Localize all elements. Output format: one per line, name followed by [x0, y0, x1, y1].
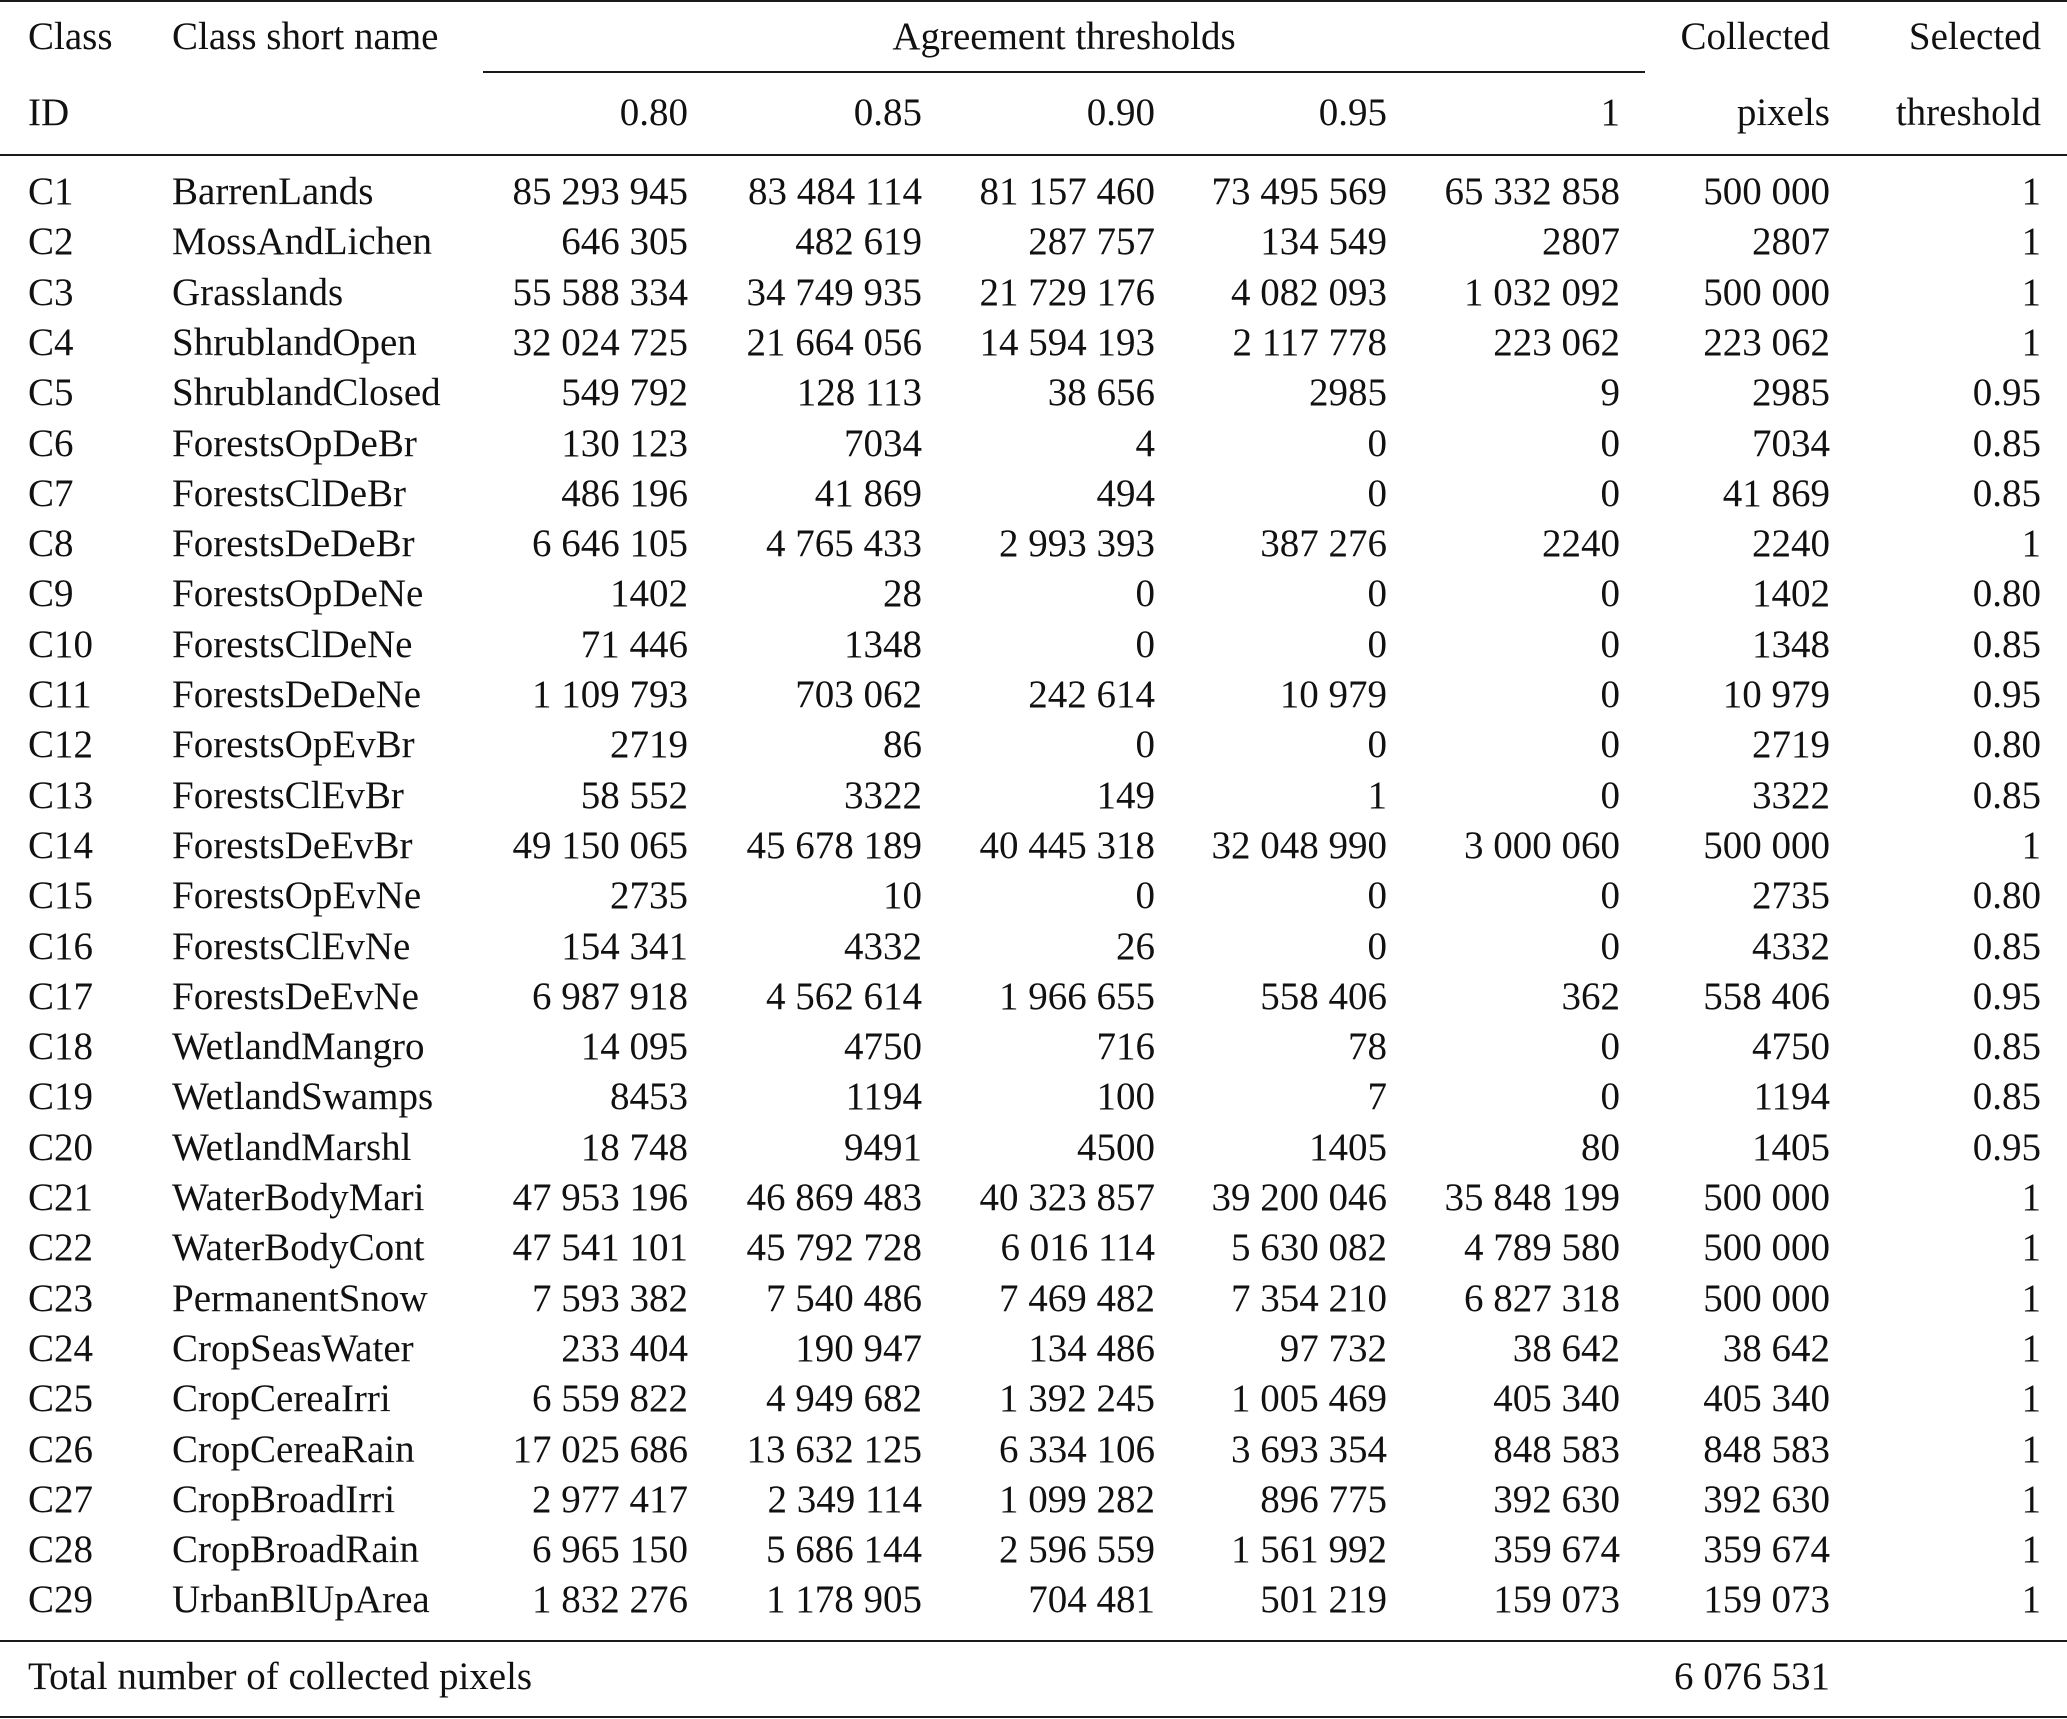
- cell-class-short-name: ForestsClEvNe: [172, 925, 411, 968]
- cell-class-id: C10: [28, 623, 94, 666]
- cell-class-id: C11: [28, 673, 92, 716]
- cell-threshold-085: 86: [883, 723, 922, 766]
- cell-threshold-080: 71 446: [580, 623, 688, 666]
- cell-threshold-085: 1194: [845, 1075, 922, 1118]
- cell-threshold-095: 78: [1348, 1025, 1387, 1068]
- cell-class-short-name: ForestsDeEvBr: [172, 824, 413, 867]
- cell-threshold-085: 703 062: [795, 673, 922, 716]
- cell-collected-pixels: 500 000: [1703, 170, 1830, 213]
- cell-threshold-085: 7034: [844, 422, 922, 465]
- cell-collected-pixels: 4750: [1752, 1025, 1830, 1068]
- cell-class-id: C28: [28, 1528, 94, 1571]
- header-pixels: pixels: [1736, 91, 1830, 134]
- cell-threshold-1: 0: [1600, 422, 1620, 465]
- cell-threshold-1: 0: [1600, 723, 1620, 766]
- cell-selected-threshold: 1: [2021, 1327, 2041, 1370]
- cell-threshold-090: 242 614: [1028, 673, 1155, 716]
- cell-threshold-095: 0: [1367, 422, 1387, 465]
- cell-class-id: C19: [28, 1075, 94, 1118]
- cell-threshold-1: 159 073: [1493, 1578, 1620, 1621]
- cell-threshold-1: 1 032 092: [1464, 271, 1620, 314]
- cell-collected-pixels: 405 340: [1703, 1377, 1830, 1420]
- cell-threshold-095: 134 549: [1260, 220, 1387, 263]
- cell-threshold-1: 0: [1600, 1075, 1620, 1118]
- cell-collected-pixels: 38 642: [1722, 1327, 1830, 1370]
- cell-class-id: C3: [28, 271, 74, 314]
- cell-threshold-095: 2985: [1309, 371, 1387, 414]
- cell-collected-pixels: 159 073: [1703, 1578, 1830, 1621]
- cell-class-short-name: MossAndLichen: [172, 220, 432, 263]
- cell-threshold-080: 233 404: [561, 1327, 688, 1370]
- cell-threshold-090: 0: [1135, 623, 1155, 666]
- cell-threshold-085: 4 562 614: [766, 975, 922, 1018]
- header-id: ID: [28, 91, 70, 134]
- cell-collected-pixels: 2735: [1752, 874, 1830, 917]
- cell-threshold-090: 0: [1135, 874, 1155, 917]
- cell-collected-pixels: 500 000: [1703, 1176, 1830, 1219]
- total-top-rule: [0, 1640, 2067, 1642]
- cell-collected-pixels: 41 869: [1722, 472, 1830, 515]
- cell-class-id: C2: [28, 220, 74, 263]
- cell-threshold-085: 10: [883, 874, 922, 917]
- cell-threshold-085: 1 178 905: [766, 1578, 922, 1621]
- header-threshold-1: 1: [1600, 91, 1620, 134]
- cell-threshold-080: 6 987 918: [532, 975, 688, 1018]
- cell-collected-pixels: 2807: [1752, 220, 1830, 263]
- cell-threshold-090: 6 016 114: [1000, 1226, 1155, 1269]
- cell-class-short-name: ForestsDeDeNe: [172, 673, 422, 716]
- cell-threshold-090: 149: [1096, 774, 1155, 817]
- cell-threshold-085: 190 947: [795, 1327, 922, 1370]
- cell-class-id: C12: [28, 723, 94, 766]
- cell-threshold-080: 2735: [610, 874, 688, 917]
- cell-threshold-080: 85 293 945: [512, 170, 688, 213]
- cell-collected-pixels: 1348: [1752, 623, 1830, 666]
- cell-class-id: C27: [28, 1478, 94, 1521]
- total-label: Total number of collected pixels: [28, 1655, 533, 1698]
- cell-selected-threshold: 0.85: [1972, 925, 2041, 968]
- cell-threshold-080: 6 965 150: [532, 1528, 688, 1571]
- cell-threshold-095: 0: [1367, 874, 1387, 917]
- cell-class-short-name: UrbanBlUpArea: [172, 1578, 430, 1621]
- cell-threshold-085: 1348: [844, 623, 922, 666]
- cell-threshold-1: 362: [1561, 975, 1620, 1018]
- cell-class-id: C21: [28, 1176, 94, 1219]
- cell-threshold-080: 14 095: [580, 1025, 688, 1068]
- total-value: 6 076 531: [1674, 1655, 1830, 1698]
- cell-threshold-1: 4 789 580: [1464, 1226, 1620, 1269]
- cell-threshold-080: 6 646 105: [532, 522, 688, 565]
- cell-threshold-095: 10 979: [1279, 673, 1387, 716]
- cell-selected-threshold: 1: [2021, 1377, 2041, 1420]
- cell-threshold-090: 81 157 460: [979, 170, 1155, 213]
- cell-class-id: C13: [28, 774, 94, 817]
- cell-threshold-090: 26: [1116, 925, 1155, 968]
- cell-threshold-090: 2 993 393: [999, 522, 1155, 565]
- cell-threshold-085: 4 765 433: [766, 522, 922, 565]
- cell-collected-pixels: 2240: [1752, 522, 1830, 565]
- cell-class-short-name: ForestsOpDeBr: [172, 422, 417, 465]
- cell-class-short-name: WetlandMangro: [172, 1025, 425, 1068]
- cell-threshold-1: 0: [1600, 1025, 1620, 1068]
- cell-threshold-085: 45 678 189: [746, 824, 922, 867]
- header-class: Class: [28, 15, 113, 58]
- cell-threshold-090: 4: [1135, 422, 1155, 465]
- cell-threshold-080: 18 748: [580, 1126, 688, 1169]
- cell-selected-threshold: 0.85: [1972, 472, 2041, 515]
- cell-threshold-095: 501 219: [1260, 1578, 1387, 1621]
- cell-threshold-095: 1 005 469: [1231, 1377, 1387, 1420]
- cell-class-short-name: ForestsClEvBr: [172, 774, 404, 817]
- cell-class-id: C24: [28, 1327, 94, 1370]
- cell-threshold-080: 486 196: [561, 472, 688, 515]
- cell-threshold-095: 896 775: [1260, 1478, 1387, 1521]
- cell-selected-threshold: 1: [2021, 170, 2041, 213]
- cell-threshold-080: 646 305: [561, 220, 688, 263]
- cell-threshold-1: 0: [1600, 572, 1620, 615]
- cell-threshold-090: 0: [1135, 723, 1155, 766]
- cell-selected-threshold: 0.85: [1972, 422, 2041, 465]
- cell-threshold-1: 0: [1600, 774, 1620, 817]
- cell-selected-threshold: 1: [2021, 1277, 2041, 1320]
- cell-class-short-name: CropCereaRain: [172, 1428, 415, 1471]
- top-rule: [0, 0, 2067, 2]
- cell-threshold-085: 482 619: [795, 220, 922, 263]
- cell-collected-pixels: 500 000: [1703, 1226, 1830, 1269]
- header-agreement-thresholds: Agreement thresholds: [892, 15, 1236, 58]
- cell-class-id: C22: [28, 1226, 94, 1269]
- cell-threshold-095: 2 117 778: [1232, 321, 1387, 364]
- cell-threshold-1: 9: [1600, 371, 1620, 414]
- cell-collected-pixels: 1194: [1753, 1075, 1830, 1118]
- cell-collected-pixels: 500 000: [1703, 271, 1830, 314]
- cell-threshold-090: 40 323 857: [979, 1176, 1155, 1219]
- cell-threshold-1: 0: [1600, 673, 1620, 716]
- cell-selected-threshold: 1: [2021, 824, 2041, 867]
- cell-selected-threshold: 0.95: [1972, 1126, 2041, 1169]
- cell-threshold-090: 1 966 655: [999, 975, 1155, 1018]
- cell-class-id: C5: [28, 371, 74, 414]
- cell-threshold-080: 1 832 276: [532, 1578, 688, 1621]
- cell-class-id: C17: [28, 975, 94, 1018]
- cell-threshold-080: 58 552: [580, 774, 688, 817]
- cell-threshold-085: 13 632 125: [746, 1428, 922, 1471]
- cell-threshold-1: 0: [1600, 925, 1620, 968]
- cell-collected-pixels: 7034: [1752, 422, 1830, 465]
- header-threshold-090: 0.90: [1086, 91, 1155, 134]
- cell-class-short-name: ForestsOpEvBr: [172, 723, 415, 766]
- cell-class-short-name: CropSeasWater: [172, 1327, 414, 1370]
- cell-threshold-080: 6 559 822: [532, 1377, 688, 1420]
- cell-class-id: C25: [28, 1377, 94, 1420]
- cell-threshold-1: 848 583: [1493, 1428, 1620, 1471]
- cell-class-id: C16: [28, 925, 94, 968]
- header-threshold-080: 0.80: [619, 91, 688, 134]
- cell-threshold-095: 4 082 093: [1231, 271, 1387, 314]
- cell-selected-threshold: 1: [2021, 522, 2041, 565]
- cell-collected-pixels: 500 000: [1703, 824, 1830, 867]
- cell-threshold-085: 45 792 728: [746, 1226, 922, 1269]
- cell-threshold-1: 35 848 199: [1444, 1176, 1620, 1219]
- cell-threshold-090: 287 757: [1028, 220, 1155, 263]
- cell-threshold-1: 405 340: [1493, 1377, 1620, 1420]
- cell-threshold-1: 65 332 858: [1444, 170, 1620, 213]
- cell-threshold-080: 49 150 065: [512, 824, 688, 867]
- cell-threshold-080: 1 109 793: [532, 673, 688, 716]
- cell-threshold-090: 40 445 318: [979, 824, 1155, 867]
- cell-class-id: C18: [28, 1025, 94, 1068]
- cell-threshold-095: 39 200 046: [1211, 1176, 1387, 1219]
- header-threshold: threshold: [1895, 91, 2041, 134]
- cell-collected-pixels: 2719: [1752, 723, 1830, 766]
- cell-class-id: C8: [28, 522, 74, 565]
- cell-threshold-085: 4750: [844, 1025, 922, 1068]
- cell-threshold-095: 3 693 354: [1231, 1428, 1387, 1471]
- cell-threshold-095: 0: [1367, 572, 1387, 615]
- cell-selected-threshold: 0.85: [1972, 1025, 2041, 1068]
- cell-threshold-095: 73 495 569: [1211, 170, 1387, 213]
- cell-class-id: C6: [28, 422, 74, 465]
- header-threshold-085: 0.85: [853, 91, 922, 134]
- cell-class-id: C20: [28, 1126, 94, 1169]
- cell-class-short-name: WetlandMarshl: [172, 1126, 412, 1169]
- header-selected: Selected: [1908, 15, 2041, 58]
- cell-selected-threshold: 1: [2021, 220, 2041, 263]
- cell-class-id: C4: [28, 321, 74, 364]
- agreement-thresholds-rule: [483, 71, 1645, 73]
- cell-threshold-1: 0: [1600, 623, 1620, 666]
- cell-threshold-085: 4332: [844, 925, 922, 968]
- cell-threshold-090: 1 099 282: [999, 1478, 1155, 1521]
- cell-class-short-name: ShrublandOpen: [172, 321, 417, 364]
- cell-selected-threshold: 1: [2021, 1478, 2041, 1521]
- cell-class-short-name: ForestsOpEvNe: [172, 874, 422, 917]
- cell-selected-threshold: 1: [2021, 1226, 2041, 1269]
- header-rule: [0, 154, 2067, 156]
- cell-class-short-name: WaterBodyMari: [172, 1176, 425, 1219]
- cell-threshold-085: 83 484 114: [747, 170, 922, 213]
- cell-class-id: C7: [28, 472, 74, 515]
- cell-threshold-095: 0: [1367, 723, 1387, 766]
- cell-threshold-090: 14 594 193: [979, 321, 1155, 364]
- cell-selected-threshold: 1: [2021, 1578, 2041, 1621]
- cell-threshold-1: 6 827 318: [1464, 1277, 1620, 1320]
- header-threshold-095: 0.95: [1318, 91, 1387, 134]
- cell-threshold-095: 7 354 210: [1231, 1277, 1387, 1320]
- cell-threshold-1: 392 630: [1493, 1478, 1620, 1521]
- cell-threshold-090: 494: [1096, 472, 1155, 515]
- cell-threshold-1: 80: [1581, 1126, 1620, 1169]
- header-collected: Collected: [1680, 15, 1830, 58]
- cell-class-short-name: CropBroadIrri: [172, 1478, 396, 1521]
- cell-selected-threshold: 1: [2021, 1428, 2041, 1471]
- cell-selected-threshold: 0.85: [1972, 1075, 2041, 1118]
- cell-selected-threshold: 0.95: [1972, 975, 2041, 1018]
- cell-threshold-090: 1 392 245: [999, 1377, 1155, 1420]
- cell-collected-pixels: 2985: [1752, 371, 1830, 414]
- cell-threshold-095: 1405: [1309, 1126, 1387, 1169]
- cell-class-id: C14: [28, 824, 94, 867]
- cell-selected-threshold: 1: [2021, 321, 2041, 364]
- cell-threshold-090: 21 729 176: [979, 271, 1155, 314]
- cell-class-short-name: Grasslands: [172, 271, 344, 314]
- cell-collected-pixels: 359 674: [1703, 1528, 1830, 1571]
- cell-threshold-095: 5 630 082: [1231, 1226, 1387, 1269]
- cell-threshold-085: 9491: [844, 1126, 922, 1169]
- cell-class-short-name: WetlandSwamps: [172, 1075, 434, 1118]
- cell-threshold-085: 7 540 486: [766, 1277, 922, 1320]
- cell-threshold-090: 134 486: [1028, 1327, 1155, 1370]
- cell-threshold-090: 100: [1096, 1075, 1155, 1118]
- cell-threshold-080: 2719: [610, 723, 688, 766]
- bottom-rule: [0, 1716, 2067, 1718]
- cell-collected-pixels: 392 630: [1703, 1478, 1830, 1521]
- cell-collected-pixels: 223 062: [1703, 321, 1830, 364]
- cell-threshold-080: 130 123: [561, 422, 688, 465]
- cell-threshold-080: 549 792: [561, 371, 688, 414]
- cell-class-short-name: ForestsOpDeNe: [172, 572, 424, 615]
- cell-threshold-090: 4500: [1077, 1126, 1155, 1169]
- cell-threshold-080: 17 025 686: [512, 1428, 688, 1471]
- cell-selected-threshold: 1: [2021, 1176, 2041, 1219]
- cell-threshold-090: 2 596 559: [999, 1528, 1155, 1571]
- cell-threshold-085: 5 686 144: [766, 1528, 922, 1571]
- cell-class-id: C29: [28, 1578, 94, 1621]
- cell-collected-pixels: 558 406: [1703, 975, 1830, 1018]
- cell-class-short-name: PermanentSnow: [172, 1277, 428, 1320]
- cell-threshold-090: 6 334 106: [999, 1428, 1155, 1471]
- cell-class-short-name: ForestsClDeBr: [172, 472, 406, 515]
- cell-selected-threshold: 0.80: [1972, 723, 2041, 766]
- cell-collected-pixels: 4332: [1752, 925, 1830, 968]
- cell-threshold-080: 7 593 382: [532, 1277, 688, 1320]
- cell-selected-threshold: 0.85: [1972, 774, 2041, 817]
- cell-class-short-name: ShrublandClosed: [172, 371, 441, 414]
- cell-selected-threshold: 0.80: [1972, 874, 2041, 917]
- cell-threshold-095: 7: [1367, 1075, 1387, 1118]
- cell-threshold-080: 2 977 417: [532, 1478, 688, 1521]
- cell-class-short-name: ForestsClDeNe: [172, 623, 413, 666]
- cell-class-short-name: BarrenLands: [172, 170, 374, 213]
- cell-selected-threshold: 0.95: [1972, 673, 2041, 716]
- cell-threshold-090: 38 656: [1047, 371, 1155, 414]
- cell-threshold-080: 47 953 196: [512, 1176, 688, 1219]
- cell-threshold-095: 0: [1367, 623, 1387, 666]
- cell-threshold-085: 21 664 056: [746, 321, 922, 364]
- cell-threshold-095: 387 276: [1260, 522, 1387, 565]
- cell-threshold-095: 1: [1367, 774, 1387, 817]
- cell-threshold-085: 128 113: [796, 371, 922, 414]
- cell-selected-threshold: 0.85: [1972, 623, 2041, 666]
- cell-threshold-085: 2 349 114: [767, 1478, 922, 1521]
- cell-class-short-name: CropCereaIrri: [172, 1377, 391, 1420]
- cell-threshold-080: 1402: [610, 572, 688, 615]
- cell-class-short-name: ForestsDeDeBr: [172, 522, 415, 565]
- cell-threshold-1: 0: [1600, 472, 1620, 515]
- cell-threshold-080: 8453: [610, 1075, 688, 1118]
- cell-threshold-085: 28: [883, 572, 922, 615]
- cell-collected-pixels: 3322: [1752, 774, 1830, 817]
- cell-threshold-090: 7 469 482: [999, 1277, 1155, 1320]
- cell-class-id: C23: [28, 1277, 94, 1320]
- cell-threshold-085: 41 869: [814, 472, 922, 515]
- cell-threshold-1: 38 642: [1512, 1327, 1620, 1370]
- header-class-short-name: Class short name: [172, 15, 439, 58]
- cell-threshold-085: 46 869 483: [746, 1176, 922, 1219]
- cell-threshold-080: 154 341: [561, 925, 688, 968]
- cell-collected-pixels: 1402: [1752, 572, 1830, 615]
- cell-selected-threshold: 0.95: [1972, 371, 2041, 414]
- cell-threshold-085: 34 749 935: [746, 271, 922, 314]
- cell-threshold-095: 97 732: [1279, 1327, 1387, 1370]
- cell-threshold-090: 704 481: [1028, 1578, 1155, 1621]
- cell-collected-pixels: 10 979: [1722, 673, 1830, 716]
- cell-threshold-1: 2240: [1542, 522, 1620, 565]
- cell-threshold-080: 47 541 101: [512, 1226, 688, 1269]
- cell-class-id: C26: [28, 1428, 94, 1471]
- cell-threshold-1: 3 000 060: [1464, 824, 1620, 867]
- cell-class-short-name: WaterBodyCont: [172, 1226, 425, 1269]
- cell-threshold-095: 558 406: [1260, 975, 1387, 1018]
- cell-threshold-090: 0: [1135, 572, 1155, 615]
- cell-threshold-080: 55 588 334: [512, 271, 688, 314]
- cell-threshold-095: 1 561 992: [1231, 1528, 1387, 1571]
- cell-threshold-1: 223 062: [1493, 321, 1620, 364]
- cell-threshold-085: 3322: [844, 774, 922, 817]
- cell-class-short-name: ForestsDeEvNe: [172, 975, 419, 1018]
- cell-collected-pixels: 500 000: [1703, 1277, 1830, 1320]
- cell-class-id: C9: [28, 572, 74, 615]
- cell-threshold-095: 32 048 990: [1211, 824, 1387, 867]
- cell-threshold-095: 0: [1367, 472, 1387, 515]
- cell-threshold-090: 716: [1096, 1025, 1155, 1068]
- cell-threshold-085: 4 949 682: [766, 1377, 922, 1420]
- cell-threshold-1: 0: [1600, 874, 1620, 917]
- cell-class-id: C1: [28, 170, 74, 213]
- cell-collected-pixels: 848 583: [1703, 1428, 1830, 1471]
- cell-threshold-080: 32 024 725: [512, 321, 688, 364]
- cell-collected-pixels: 1405: [1752, 1126, 1830, 1169]
- cell-threshold-095: 0: [1367, 925, 1387, 968]
- cell-selected-threshold: 1: [2021, 1528, 2041, 1571]
- cell-selected-threshold: 0.80: [1972, 572, 2041, 615]
- cell-class-short-name: CropBroadRain: [172, 1528, 419, 1571]
- cell-class-id: C15: [28, 874, 94, 917]
- cell-selected-threshold: 1: [2021, 271, 2041, 314]
- cell-threshold-1: 359 674: [1493, 1528, 1620, 1571]
- cell-threshold-1: 2807: [1542, 220, 1620, 263]
